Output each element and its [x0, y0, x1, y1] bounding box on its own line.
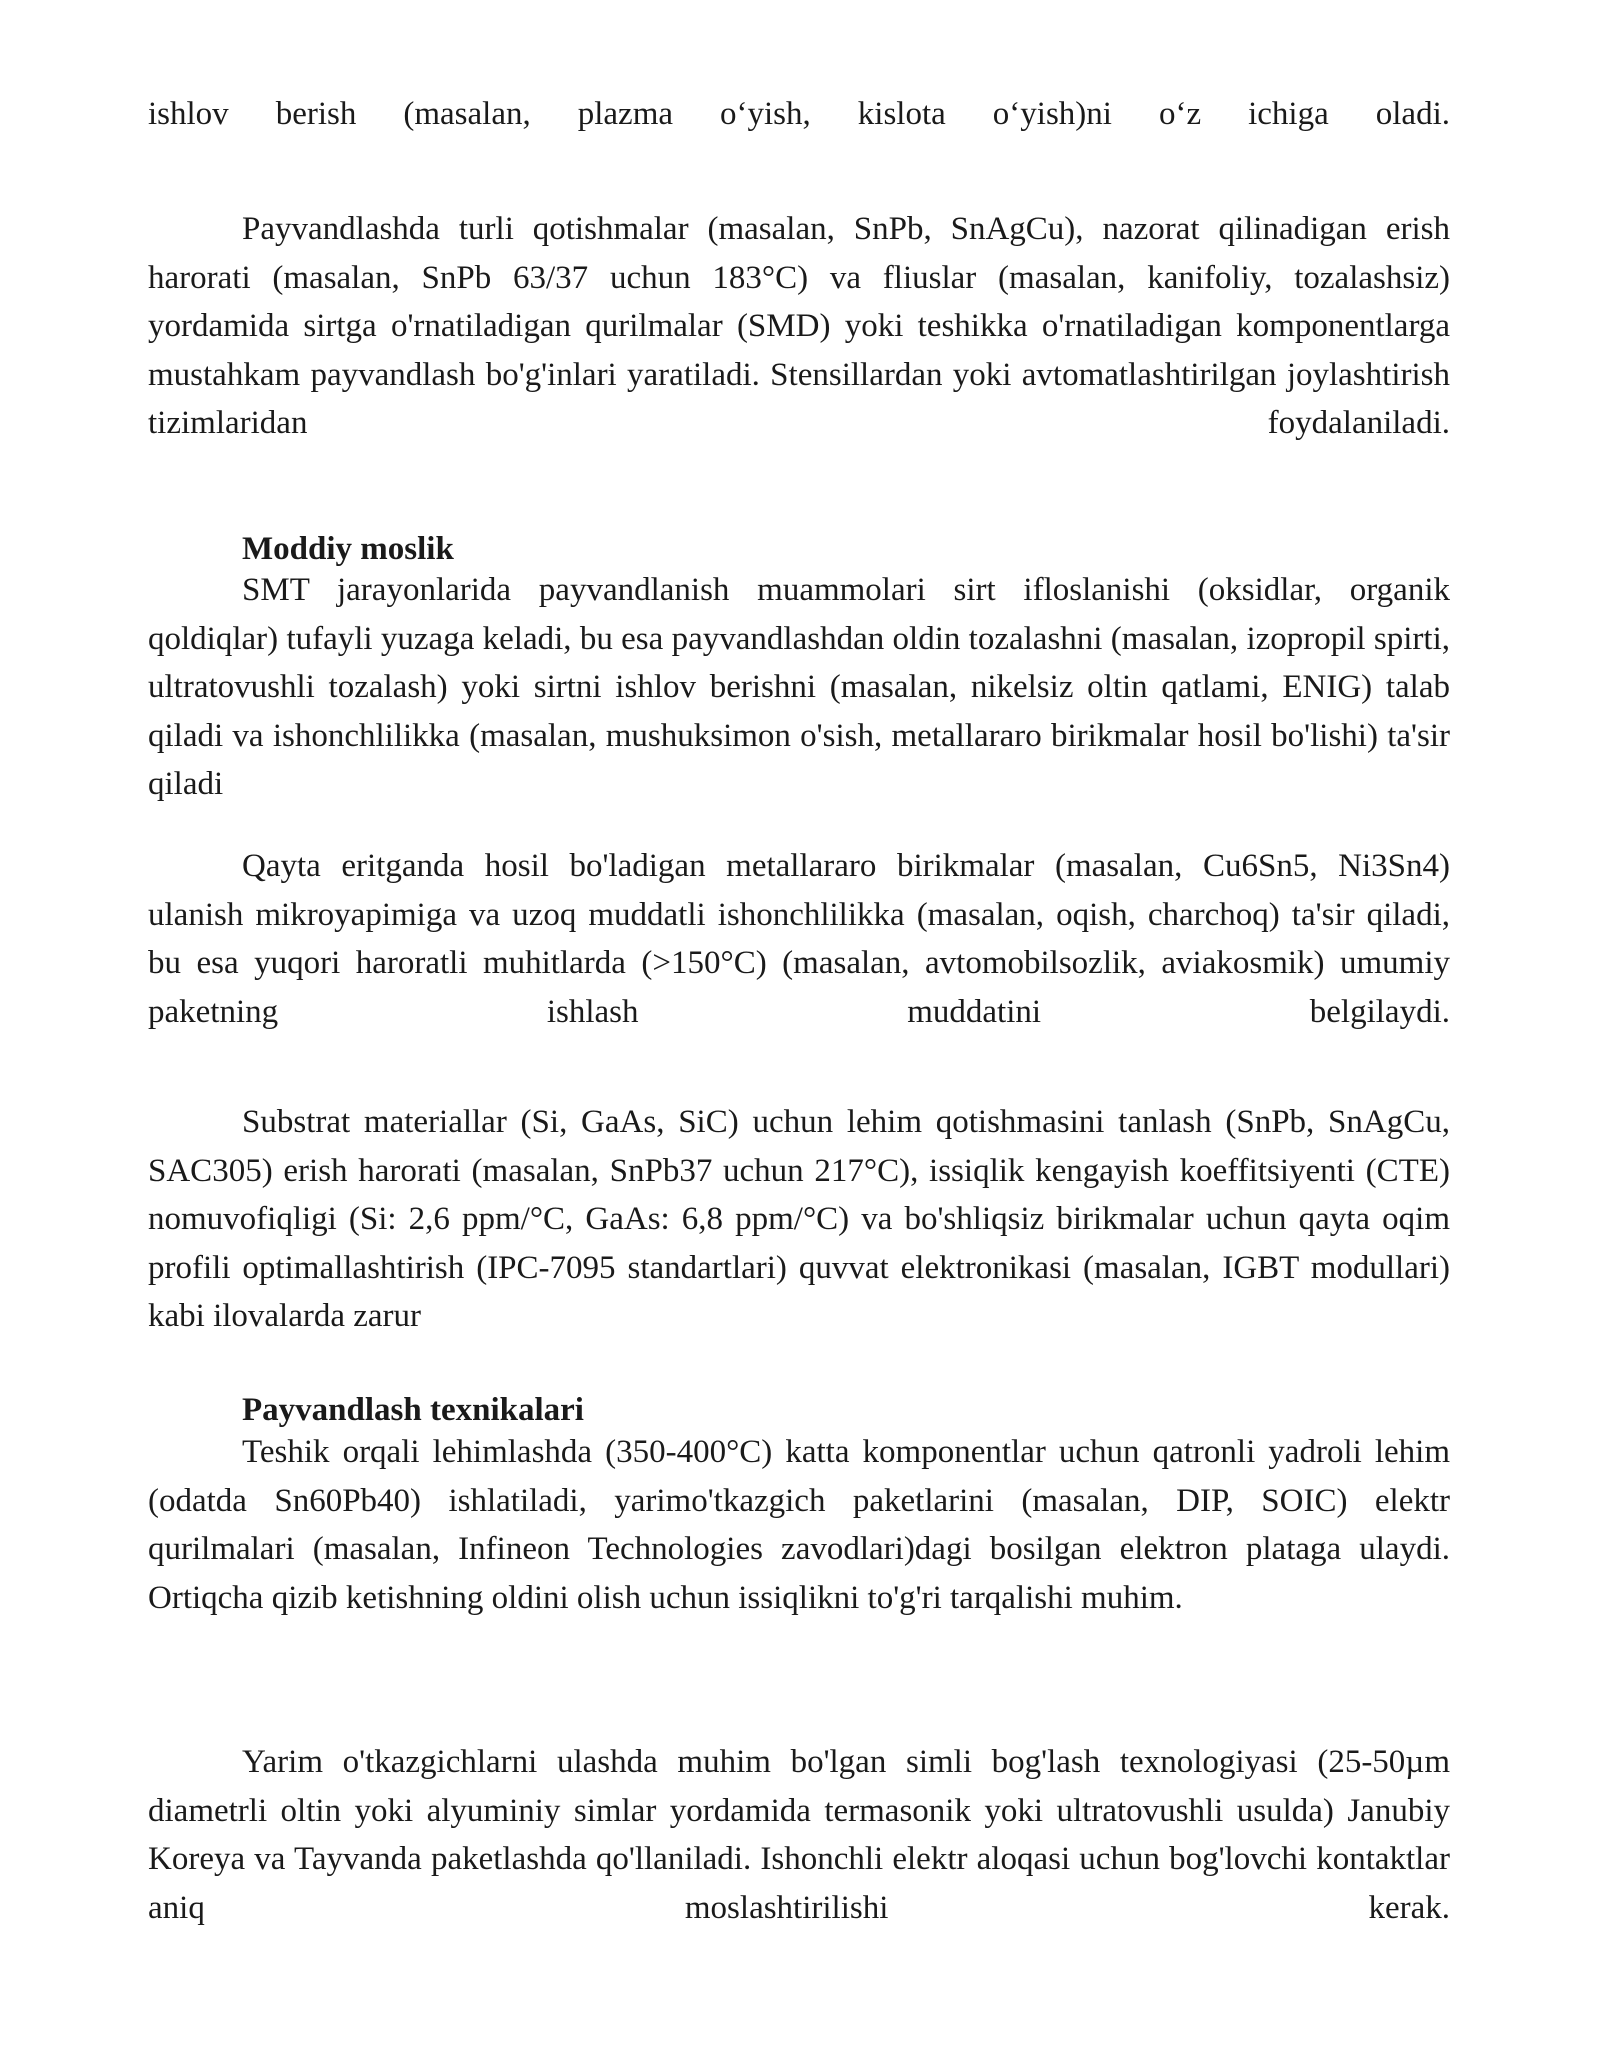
- paragraph-payvandlash-qotishmalar: Payvandlashda turli qotishmalar (masalan, SnPb, SnAgCu), nazorat qilinadigan erish harorati (masalan, SnPb 63/37 uchun 183°C) va fliuslar (masalan, kanifoliy, tozalashsiz) yordamida sirtga o'rnatiladigan qurilmalar (SMD) yoki teshikka o'rnatiladigan komponentlarga mustahkam payvandlash bo'g'inlari yaratiladi. Stensillardan yoki avtomatlashtirilgan joylashtirish tizimlaridan foydalaniladi.: [148, 211, 1450, 441]
- paragraph-metallararo-birikmalar: Qayta eritganda hosil bo'ladigan metallararo birikmalar (masalan, Cu6Sn5, Ni3Sn4) ulanish mikroyapimiga va uzoq muddatli ishonchlilikka (masalan, oqish, charchoq) ta'sir qiladi, bu esa yuqori haroratli muhitlarda (>150°C) (masalan, avtomobilsozlik, aviakosmik) umumiy paketning ishlash muddatini belgilaydi.: [148, 848, 1450, 1030]
- paragraph-simli-boglash: Yarim o'tkazgichlarni ulashda muhim bo'lgan simli bog'lash texnologiyasi (25-50µm diametrli oltin yoki alyuminiy simlar yordamida termasonik yoki ultratovushli usulda) Janubiy Koreya va Tayvanda paketlashda qo'llaniladi. Ishonchli elektr aloqasi uchun bog'lovchi kontaktlar aniq moslashtirilishi kerak.: [148, 1744, 1450, 1926]
- section-heading-payvandlash-texnikalari: Payvandlash texnikalari: [242, 1392, 584, 1428]
- section-heading-moddiy-moslik: Moddiy moslik: [242, 531, 454, 567]
- paragraph-smt-jarayonlari: SMT jarayonlarida payvandlanish muammolari sirt ifloslanishi (oksidlar, organik qoldiqlar) tufayli yuzaga keladi, bu esa payvandlashdan oldin tozalashni (masalan, izopropil spirti, ultratovushli tozalash) yoki sirtni ishlov berishni (masalan, nikelsiz oltin qatlami, ENIG) talab qiladi va ishonchlilikka (masalan, mushuksimon o'sish, metallararo birikmalar hosil bo'lishi) ta'sir qiladi: [148, 572, 1450, 802]
- continuation-line: ishlov berish (masalan, plazma o‘yish, kislota o‘yish)ni o‘z ichiga oladi.: [148, 96, 1450, 132]
- paragraph-teshik-orqali-lehimlash: Teshik orqali lehimlashda (350-400°C) katta komponentlar uchun qatronli yadroli lehim (odatda Sn60Pb40) ishlatiladi, yarimo'tkazgich paketlarini (masalan, DIP, SOIC) elektr qurilmalari (masalan, Infineon Technologies zavodlari)dagi bosilgan elektron plataga ulaydi. Ortiqcha qizib ketishning oldini olish uchun issiqlikni to'g'ri tarqalishi muhim.: [148, 1434, 1450, 1616]
- paragraph-substrat-materiallar: Substrat materiallar (Si, GaAs, SiC) uchun lehim qotishmasini tanlash (SnPb, SnAgCu, SAC305) erish harorati (masalan, SnPb37 uchun 217°C), issiqlik kengayish koeffitsiyenti (CTE) nomuvofiqligi (Si: 2,6 ppm/°C, GaAs: 6,8 ppm/°C) va bo'shliqsiz birikmalar uchun qayta oqim profili optimallashtirish (IPC-7095 standartlari) quvvat elektronikasi (masalan, IGBT modullari) kabi ilovalarda zarur: [148, 1104, 1450, 1334]
